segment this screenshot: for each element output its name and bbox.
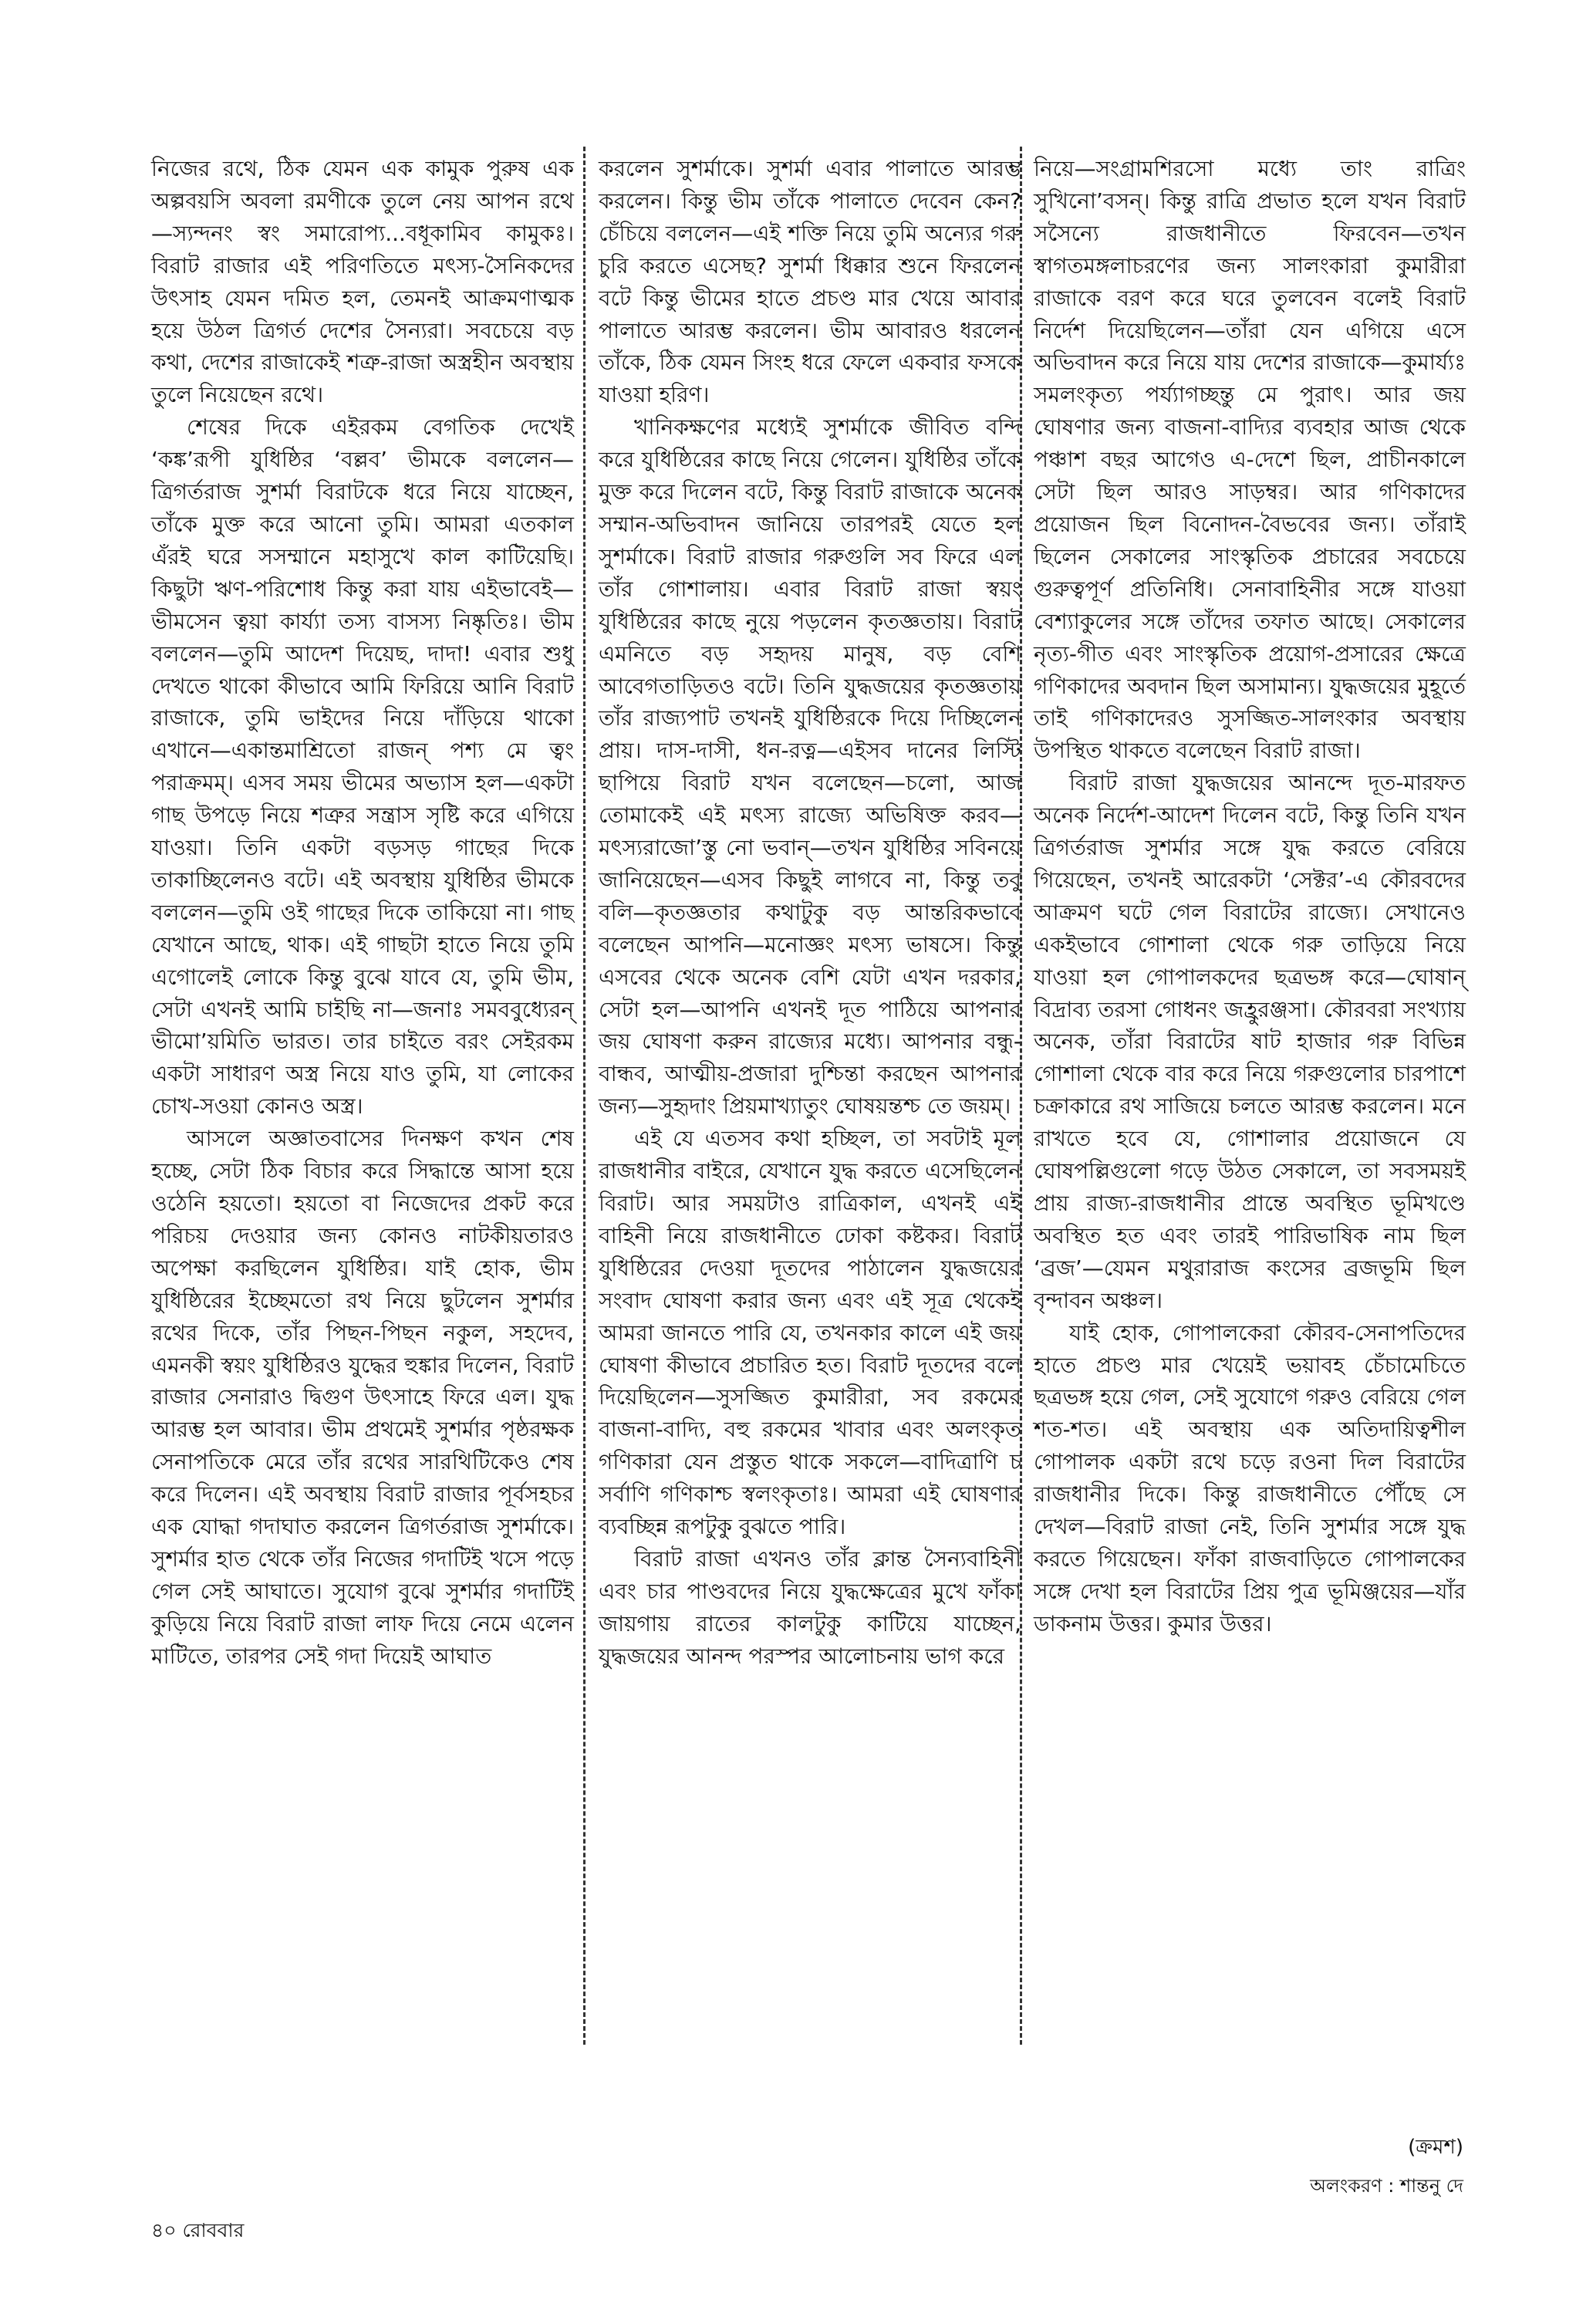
page-footer [151,2215,244,2248]
magazine-name: রোববার [182,2219,245,2241]
paragraph: নিয়ে—সংগ্রামশিরসো মধ্যে তাং রাত্রিং সুখিনো’বসন্। কিন্তু রাত্রি প্রভাত হলে যখন বিরাট সসৈন্যে রাজধানীতে ফিরবেন—তখন স্বাগতমঙ্গলাচরণের জন্য সালংকারা কুমারীরা রাজাকে বরণ করে ঘরে তুলবেন বলেই বিরাট নির্দেশ দিয়েছিলেন—তাঁরা যেন এগিয়ে এসে অভিবাদন করে নিয়ে যায় দেশের রাজাকে—কুমার্য্যঃ সমলংকৃত্য পর্য্যাগচ্ছন্তু মে পুরাৎ। আর জয় ঘোষণার জন্য বাজনা-বাদ্যির ব্যবহার আজ থেকে পঞ্চাশ বছর আগেও এ-দেশে ছিল, প্রাচীনকালে সেটা ছিল আরও সাড়ম্বর। আর গণিকাদের প্রয়োজন ছিল বিনোদন-বৈভবের জন্য। তাঁরাই ছিলেন সেকালের সাংস্কৃতিক প্রচারের সবচেয়ে গুরুত্বপূর্ণ প্রতিনিধি। সেনাবাহিনীর সঙ্গে যাওয়া বেশ্যাকুলের সঙ্গে তাঁদের তফাত আছে। সেকালের নৃত্য-গীত এবং সাংস্কৃতিক প্রয়োগ-প্রসারের ক্ষেত্রে গণিকাদের অবদান ছিল অসামান্য। যুদ্ধজয়ের মুহূর্তে তাই গণিকাদেরও সুসজ্জিত-সালংকার অবস্থায় উপস্থিত থাকতে বলেছেন বিরাট রাজা। [1034,156,1466,764]
article-column-1 [151,153,574,1673]
paragraph: নিজের রথে, ঠিক যেমন এক কামুক পুরুষ এক অল্পবয়সি অবলা রমণীকে তুলে নেয় আপন রথে—স্যন্দনং স্বং সমারোপ্য...বধূকামিব কামুকঃ। বিরাট রাজার এই পরিণতিতে মৎস্য-সৈনিকদের উৎসাহ যেমন দমিত হল, তেমনই আক্রমণাত্মক হয়ে উঠল ত্রিগর্ত দেশের সৈন্যরা। সবচেয়ে বড় কথা, দেশের রাজাকেই শত্রু-রাজা অস্ত্রহীন অবস্থায় তুলে নিয়েছেন রথে। [151,156,574,408]
paragraph: শেষের দিকে এইরকম বেগতিক দেখেই ‘কঙ্ক’রূপী যুধিষ্ঠির ‘বল্লব’ ভীমকে বললেন—ত্রিগর্তরাজ সুশর্মা বিরাটকে ধরে নিয়ে যাচ্ছেন, তাঁকে মুক্ত করে আনো তুমি। আমরা এতকাল এঁরই ঘরে সসম্মানে মহাসুখে কাল কাটিয়েছি। কিছুটা ঋণ-পরিশোধ কিন্তু করা যায় এইভাবেই—ভীমসেন ত্বয়া কার্য্যা তস্য বাসস্য নিষ্কৃতিঃ। ভীম বললেন—তুমি আদেশ দিয়েছ, দাদা! এবার শুধু দেখতে থাকো কীভাবে আমি ফিরিয়ে আনি বিরাট রাজাকে, তুমি ভাইদের নিয়ে দাঁড়িয়ে থাকো এখানে—একান্তমাশ্রিতো রাজন্ পশ্য মে ত্বং পরাক্রমম্। এসব সময় ভীমের অভ্যাস হল—একটা গাছ উপড়ে নিয়ে শত্রুর সন্ত্রাস সৃষ্টি করে এগিয়ে যাওয়া। তিনি একটা বড়সড় গাছের দিকে তাকাচ্ছিলেনও বটে। এই অবস্থায় যুধিষ্ঠির ভীমকে বললেন—তুমি ওই গাছের দিকে তাকিয়ো না। গাছ যেখানে আছে, থাক। এই গাছটা হাতে নিয়ে তুমি এগোলেই লোকে কিন্তু বুঝে যাবে যে, তুমি ভীম, সেটা এখনই আমি চাইছি না—জনাঃ সমববুধ্যেরন্ ভীমো’য়মিতি ভারত। তার চাইতে বরং সেইরকম একটা সাধারণ অস্ত্র নিয়ে যাও তুমি, যা লোকের চোখ-সওয়া কোনও অস্ত্র। [151,414,574,1120]
paragraph: করলেন সুশর্মাকে। সুশর্মা এবার পালাতে আরম্ভ করলেন। কিন্তু ভীম তাঁকে পালাতে দেবেন কেন? চেঁচিয়ে বললেন—এই শক্তি নিয়ে তুমি অন্যের গরু চুরি করতে এসেছ? সুশর্মা ধিক্কার শুনে ফিরলেন বটে কিন্তু ভীমের হাতে প্রচণ্ড মার খেয়ে আবার পালাতে আরম্ভ করলেন। ভীম আবারও ধরলেন তাঁকে, ঠিক যেমন সিংহ ধরে ফেলে একবার ফসকে যাওয়া হরিণ। [599,156,1021,408]
paragraph: যাই হোক, গোপালকেরা কৌরব-সেনাপতিদের হাতে প্রচণ্ড মার খেয়েই ভয়াবহ চেঁচামেচিতে ছত্রভঙ্গ হয়ে গেল, সেই সুযোগে গরুও বেরিয়ে গেল শত-শত। এই অবস্থায় এক অতিদায়িত্বশীল গোপালক একটা রথে চড়ে রওনা দিল বিরাটের রাজধানীর দিকে। কিন্তু রাজধানীতে পৌঁছে সে দেখল—বিরাট রাজা নেই, তিনি সুশর্মার সঙ্গে যুদ্ধ করতে গিয়েছেন। ফাঁকা রাজবাড়িতে গোপালকের সঙ্গে দেখা হল বিরাটের প্রিয় পুত্র ভূমিঞ্জয়ের—যাঁর ডাকনাম উত্তর। কুমার উত্তর। [1034,1319,1466,1637]
page-number: ৪০ [151,2219,177,2241]
paragraph: বিরাট রাজা যুদ্ধজয়ের আনন্দে দূত-মারফত অনেক নির্দেশ-আদেশ দিলেন বটে, কিন্তু তিনি যখন ত্রিগর্তরাজ সুশর্মার সঙ্গে যুদ্ধ করতে বেরিয়ে গিয়েছেন, তখনই আরেকটা ‘সেক্টর’-এ কৌরবদের আক্রমণ ঘটে গেল বিরাটের রাজ্যে। সেখানেও একইভাবে গোশালা থেকে গরু তাড়িয়ে নিয়ে যাওয়া হল গোপালকদের ছত্রভঙ্গ করে—ঘোষান্ বিদ্রাব্য তরসা গোধনং জহ্রুরঞ্জসা। কৌরবরা সংখ্যায় অনেক, তাঁরা বিরাটের ষাট হাজার গরু বিভিন্ন গোশালা থেকে বার করে নিয়ে গরুগুলোর চারপাশে চক্রাকারে রথ সাজিয়ে চলতে আরম্ভ করলেন। মনে রাখতে হবে যে, গোশালার প্রয়োজনে যে ঘোষপল্লিগুলো গড়ে উঠত সেকালে, তা সবসময়ই প্রায় রাজ্য-রাজধানীর প্রান্তে অবস্থিত ভূমিখণ্ডে অবস্থিত হত এবং তারই পারিভাষিক নাম ছিল ‘ব্রজ’—যেমন মথুরারাজ কংসের ব্রজভূমি ছিল বৃন্দাবন অঞ্চল। [1034,770,1466,1313]
column-divider [1020,147,1022,2045]
column-divider [583,147,586,2045]
to-be-continued: (ক্রমশ) [1408,2136,1463,2159]
paragraph: আসলে অজ্ঞাতবাসের দিনক্ষণ কখন শেষ হচ্ছে, সেটা ঠিক বিচার করে সিদ্ধান্তে আসা হয়ে ওঠেনি হয়তো। হয়তো বা নিজেদের প্রকট করে পরিচয় দেওয়ার জন্য কোনও নাটকীয়তারও অপেক্ষা করছিলেন যুধিষ্ঠির। যাই হোক, ভীম যুধিষ্ঠিরের ইচ্ছেমতো রথ নিয়ে ছুটলেন সুশর্মার রথের দিকে, তাঁর পিছন-পিছন নকুল, সহদেব, এমনকী স্বয়ং যুধিষ্ঠিরও যুদ্ধের হুঙ্কার দিলেন, বিরাট রাজার সেনারাও দ্বিগুণ উৎসাহে ফিরে এল। যুদ্ধ আরম্ভ হল আবার। ভীম প্রথমেই সুশর্মার পৃষ্ঠরক্ষক সেনাপতিকে মেরে তাঁর রথের সারথিটিকেও শেষ করে দিলেন। এই অবস্থায় বিরাট রাজার পূর্বসহচর এক যোদ্ধা গদাঘাত করলেন ত্রিগর্তরাজ সুশর্মাকে। সুশর্মার হাত থেকে তাঁর নিজের গদাটিই খসে পড়ে গেল সেই আঘাতে। সুযোগ বুঝে সুশর্মার গদাটিই কুড়িয়ে নিয়ে বিরাট রাজা লাফ দিয়ে নেমে এলেন মাটিতে, তারপর সেই গদা দিয়েই আঘাত [151,1126,574,1669]
paragraph: খানিকক্ষণের মধ্যেই সুশর্মাকে জীবিত বন্দি করে যুধিষ্ঠিরের কাছে নিয়ে গেলেন। যুধিষ্ঠির তাঁকে মুক্ত করে দিলেন বটে, কিন্তু বিরাট রাজাকে অনেক সম্মান-অভিবাদন জানিয়ে তারপরই যেতে হল সুশর্মাকে। বিরাট রাজার গরুগুলি সব ফিরে এল তাঁর গোশালায়। এবার বিরাট রাজা স্বয়ং যুধিষ্ঠিরের কাছে নুয়ে পড়লেন কৃতজ্ঞতায়। বিরাট এমনিতে বড় সহৃদয় মানুষ, বড় বেশি আবেগতাড়িতও বটে। তিনি যুদ্ধজয়ের কৃতজ্ঞতায় তাঁর রাজ্যপাট তখনই যুধিষ্ঠিরকে দিয়ে দিচ্ছিলেন প্রায়। দাস-দাসী, ধন-রত্ন—এইসব দানের লিস্টি ছাপিয়ে বিরাট যখন বলেছেন—চলো, আজ তোমাকেই এই মৎস্য রাজ্যে অভিষিক্ত করব—মৎস্যরাজো’স্তু নো ভবান্—তখন যুধিষ্ঠির সবিনয়ে জানিয়েছেন—এসব কিছুই লাগবে না, কিন্তু তবু বলি—কৃতজ্ঞতার কথাটুকু বড় আন্তরিকভাবে বলেছেন আপনি—মনোজ্ঞং মৎস্য ভাষসে। কিন্তু এসবের থেকে অনেক বেশি যেটা এখন দরকার, সেটা হল—আপনি এখনই দূত পাঠিয়ে আপনার জয় ঘোষণা করুন রাজ্যের মধ্যে। আপনার বন্ধু-বান্ধব, আত্মীয়-প্রজারা দুশ্চিন্তা করছেন আপনার জন্য—সুহৃদাং প্রিয়মাখ্যাতুং ঘোষয়ন্তশ্চ তে জয়ম্। [599,414,1021,1120]
paragraph: বিরাট রাজা এখনও তাঁর ক্লান্ত সৈন্যবাহিনী এবং চার পাণ্ডবদের নিয়ে যুদ্ধক্ষেত্রের মুখে ফাঁকা জায়গায় রাতের কালটুকু কাটিয়ে যাচ্ছেন, যুদ্ধজয়ের আনন্দ পরস্পর আলোচনায় ভাগ করে [599,1545,1021,1669]
illustration-credit: অলংকরণ : শান্তনু দে [1310,2175,1463,2197]
article-column-2 [599,153,1021,1673]
article-column-3 [1034,153,1466,1640]
paragraph: এই যে এতসব কথা হচ্ছিল, তা সবটাই মূল রাজধানীর বাইরে, যেখানে যুদ্ধ করতে এসেছিলেন বিরাট। আর সময়টাও রাত্রিকাল, এখনই এই বাহিনী নিয়ে রাজধানীতে ঢোকা কষ্টকর। বিরাট যুধিষ্ঠিরের দেওয়া দূতদের পাঠালেন যুদ্ধজয়ের সংবাদ ঘোষণা করার জন্য এবং এই সূত্র থেকেই আমরা জানতে পারি যে, তখনকার কালে এই জয় ঘোষণা কীভাবে প্রচারিত হত। বিরাট দূতদের বলে দিয়েছিলেন—সুসজ্জিত কুমারীরা, সব রকমের বাজনা-বাদ্যি, বহু রকমের খাবার এবং অলংকৃত গণিকারা যেন প্রস্তুত থাকে সকলে—বাদিত্রাণি চ সর্বাণি গণিকাশ্চ স্বলংকৃতাঃ। আমরা এই ঘোষণার ব্যবচ্ছিন্ন রূপটুকু বুঝতে পারি। [599,1126,1021,1540]
